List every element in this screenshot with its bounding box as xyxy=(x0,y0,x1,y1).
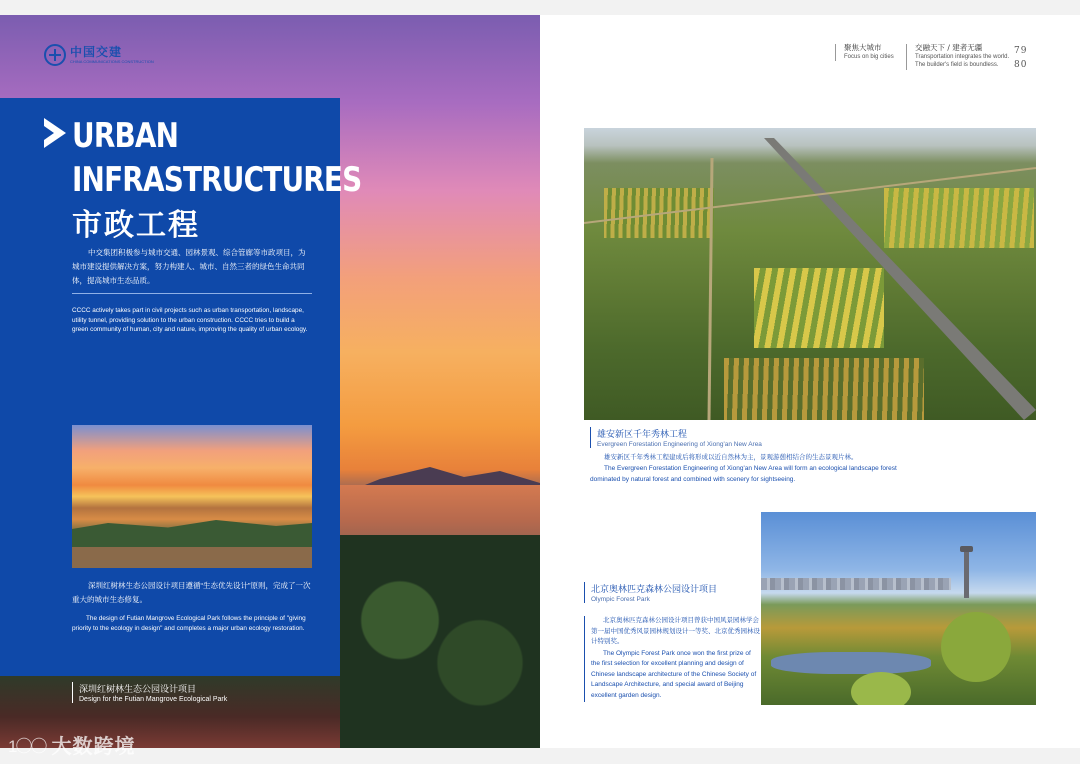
page-numbers xyxy=(1014,44,1027,72)
olympic-description xyxy=(584,616,761,702)
futian-park-photo xyxy=(72,425,312,568)
olympic-caption-cn: 北京奥林匹克森林公园设计项目 xyxy=(591,584,718,594)
watermark-logo-icon: 1〇〇 xyxy=(8,737,46,756)
header-focus: 聚焦大城市 Focus on big cities xyxy=(835,44,894,61)
xiongan-description xyxy=(590,452,900,485)
section-divider xyxy=(72,293,312,294)
highway xyxy=(584,128,1036,420)
cccc-logo-icon xyxy=(44,44,66,66)
chevron-right-icon xyxy=(44,118,66,148)
page-number-left: 79 xyxy=(1014,46,1028,56)
header-slogan: 交融天下 / 建者无疆 Transportation integrates the world. The builder's field is boundless. xyxy=(906,44,1009,70)
cccc-logo xyxy=(44,44,154,66)
watermark xyxy=(8,730,135,759)
futian-caption-en: Design for the Futian Mangrove Ecological Park xyxy=(79,696,228,703)
futian-description-en: The design of Futian Mangrove Ecological Park follows the principle of "giving priority to the ecology in design" and completes a major urban ecology restoration. xyxy=(72,615,306,632)
xiongan-caption-en: Evergreen Forestation Engineering of Xiong'an New Area xyxy=(597,441,762,448)
section-description-cn: 中交集团积极参与城市交通、园林景观、综合管廊等市政项目，为城市建设提供解决方案，努力构建人、城市、自然三者的绿色生命共同体，提高城市生态品质。 xyxy=(72,248,306,285)
futian-caption xyxy=(72,682,227,703)
xiongan-caption-cn: 雄安新区千年秀林工程 xyxy=(597,429,688,439)
page-number-right: 80 xyxy=(1014,60,1028,70)
olympic-description-cn: 北京奥林匹克森林公园设计项目曾获中国风景园林学会第一届中国优秀风景园林规划设计一等奖、北京优秀园林设计特别奖。 xyxy=(591,617,760,645)
olympic-caption xyxy=(584,582,717,603)
xiongan-description-en: The Evergreen Forestation Engineering of Xiong'an New Area will form an ecological landscape forest dominated by natural forest and combined with scenery for sightseeing. xyxy=(590,465,897,483)
section-description-en: CCCC actively takes part in civil projects such as urban transportation, landscape, utility tunnel, providing solution to the urban construction. CCCC tries to build a green community of human, city and nature, improving the quality of urban ecology. xyxy=(72,307,308,333)
tree-canopy xyxy=(340,535,540,748)
xiongan-forest-photo xyxy=(584,128,1036,420)
xiongan-caption xyxy=(590,427,762,448)
olympic-caption-en: Olympic Forest Park xyxy=(591,596,650,603)
section-title-en: URBAN INFRASTRUCTURES xyxy=(72,116,362,200)
futian-caption-cn: 深圳红树林生态公园设计项目 xyxy=(79,684,197,694)
olympic-description-en: The Olympic Forest Park once won the first prize of the first selection for excellent planning and design of Chinese landscape architecture of the Chinese Society of Landscape Architecture, and special award of Beijing excellent garden design. xyxy=(591,649,757,699)
xiongan-description-cn: 雄安新区千年秀林工程建成后将形成以近自然林为主，景观游憩相结合的生态景观片林。 xyxy=(604,454,858,461)
futian-description-cn: 深圳红树林生态公园设计项目遵循“生态优先设计”原则，完成了一次重大的城市生态修复。 xyxy=(72,581,311,604)
section-title-cn: 市政工程 xyxy=(72,209,200,242)
logo-name-cn: 中国交建 xyxy=(70,45,123,59)
watermark-text: 大数跨境 xyxy=(51,736,136,758)
olympic-forest-park-photo xyxy=(761,512,1036,705)
logo-name-en: CHINA COMMUNICATIONS CONSTRUCTION xyxy=(70,59,154,64)
